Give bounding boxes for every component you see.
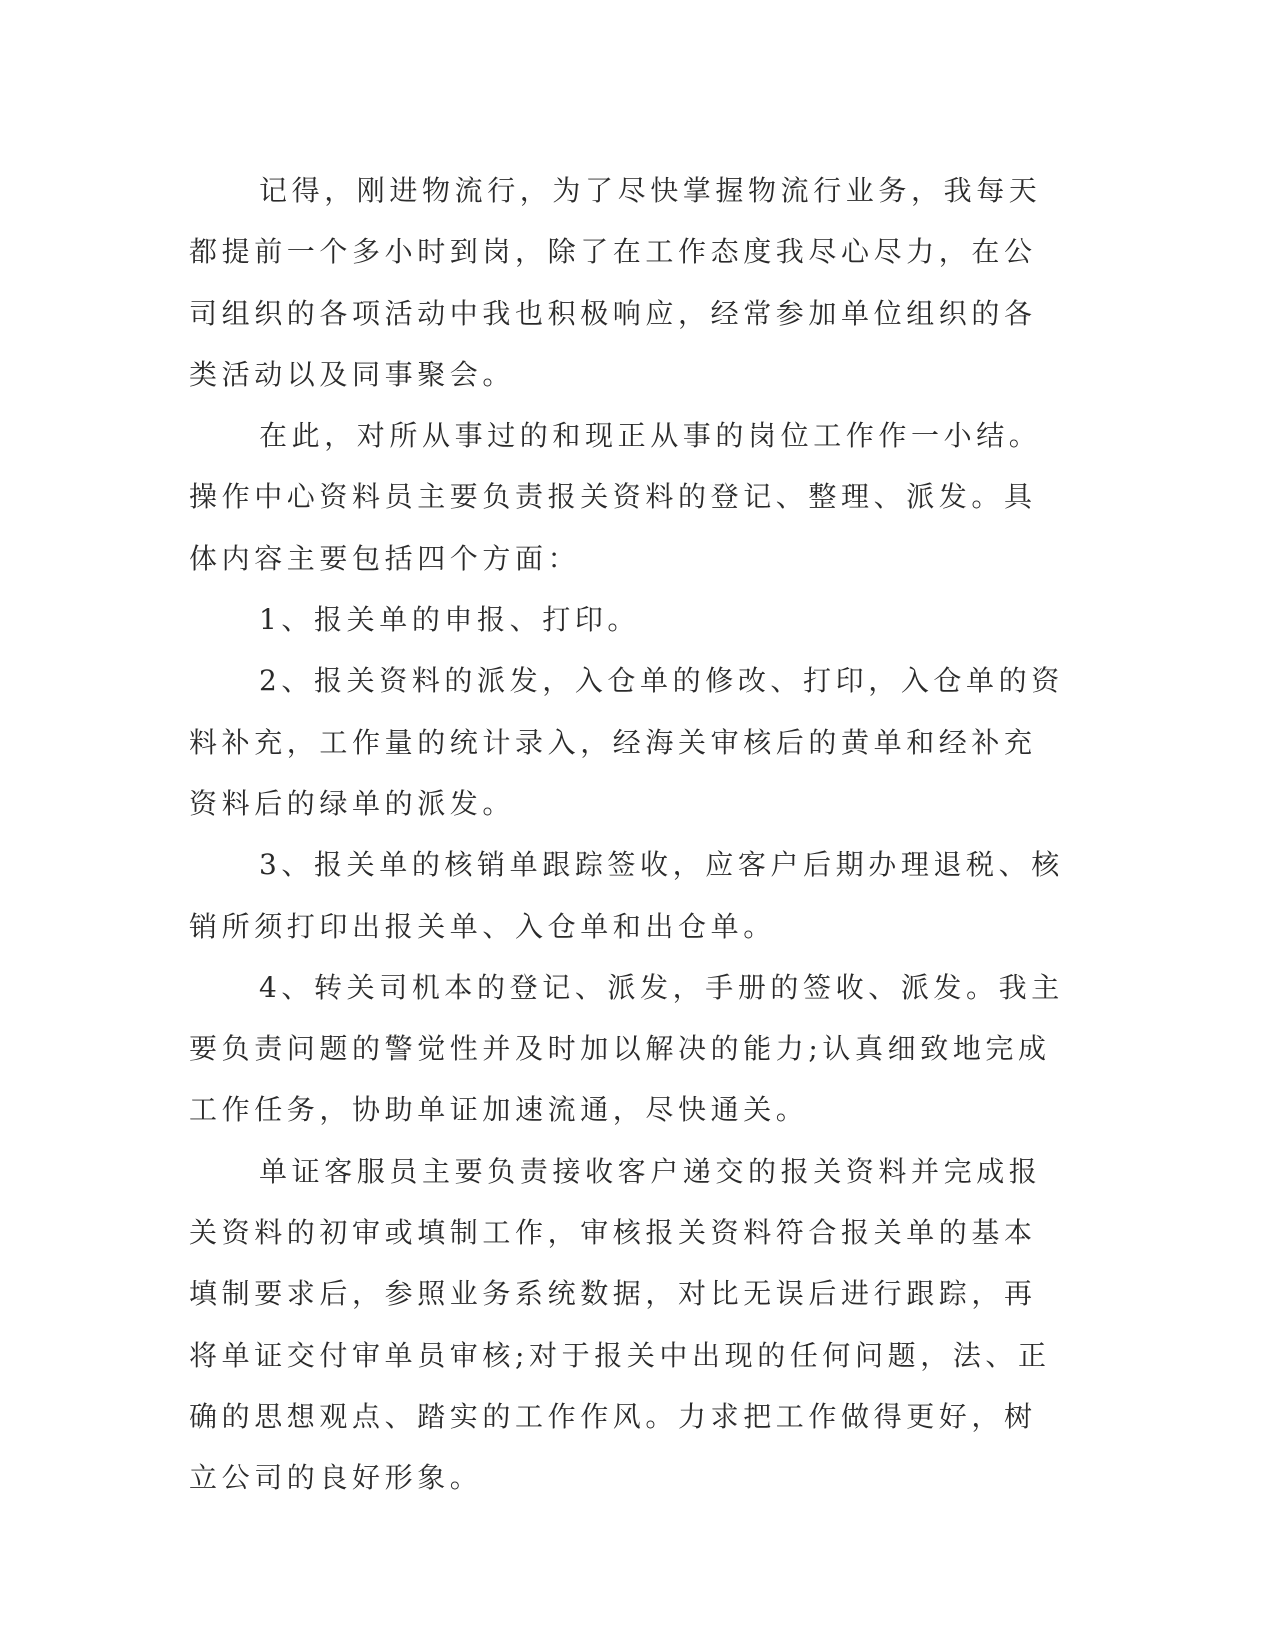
document-body <box>189 160 1069 1509</box>
paragraph-item-3: 3、报关单的核销单跟踪签收，应客户后期办理退税、核销所须打印出报关单、入仓单和出仓单。 <box>189 848 1064 943</box>
paragraph-onboarding: 记得，刚进物流行，为了尽快掌握物流行业务，我每天都提前一个多小时到岗，除了在工作态度我尽心尽力，在公司组织的各项活动中我也积极响应，经常参加单位组织的各类活动以及同事聚会。 <box>189 174 1042 391</box>
paragraph-summary-intro: 在此，对所从事过的和现正从事的岗位工作作一小结。操作中心资料员主要负责报关资料的登记、整理、派发。具体内容主要包括四个方面： <box>189 419 1042 575</box>
paragraph-item-2: 2、报关资料的派发，入仓单的修改、打印，入仓单的资料补充，工作量的统计录入，经海关审核后的黄单和经补充资料后的绿单的派发。 <box>189 664 1064 820</box>
paragraph-customer-service: 单证客服员主要负责接收客户递交的报关资料并完成报关资料的初审或填制工作，审核报关资料符合报关单的基本填制要求后，参照业务系统数据，对比无误后进行跟踪，再将单证交付审单员审核;对于报关中出现的任何问题，法、正确的思想观点、踏实的工作作风。力求把工作做得更好，树立公司的良好形象。 <box>189 1154 1051 1495</box>
paragraph-item-1: 1、报关单的申报、打印。 <box>259 603 641 637</box>
paragraph-item-4: 4、转关司机本的登记、派发，手册的签收、派发。我主要负责问题的警觉性并及时加以解决的能力;认真细致地完成工作任务，协助单证加速流通，尽快通关。 <box>189 970 1064 1127</box>
